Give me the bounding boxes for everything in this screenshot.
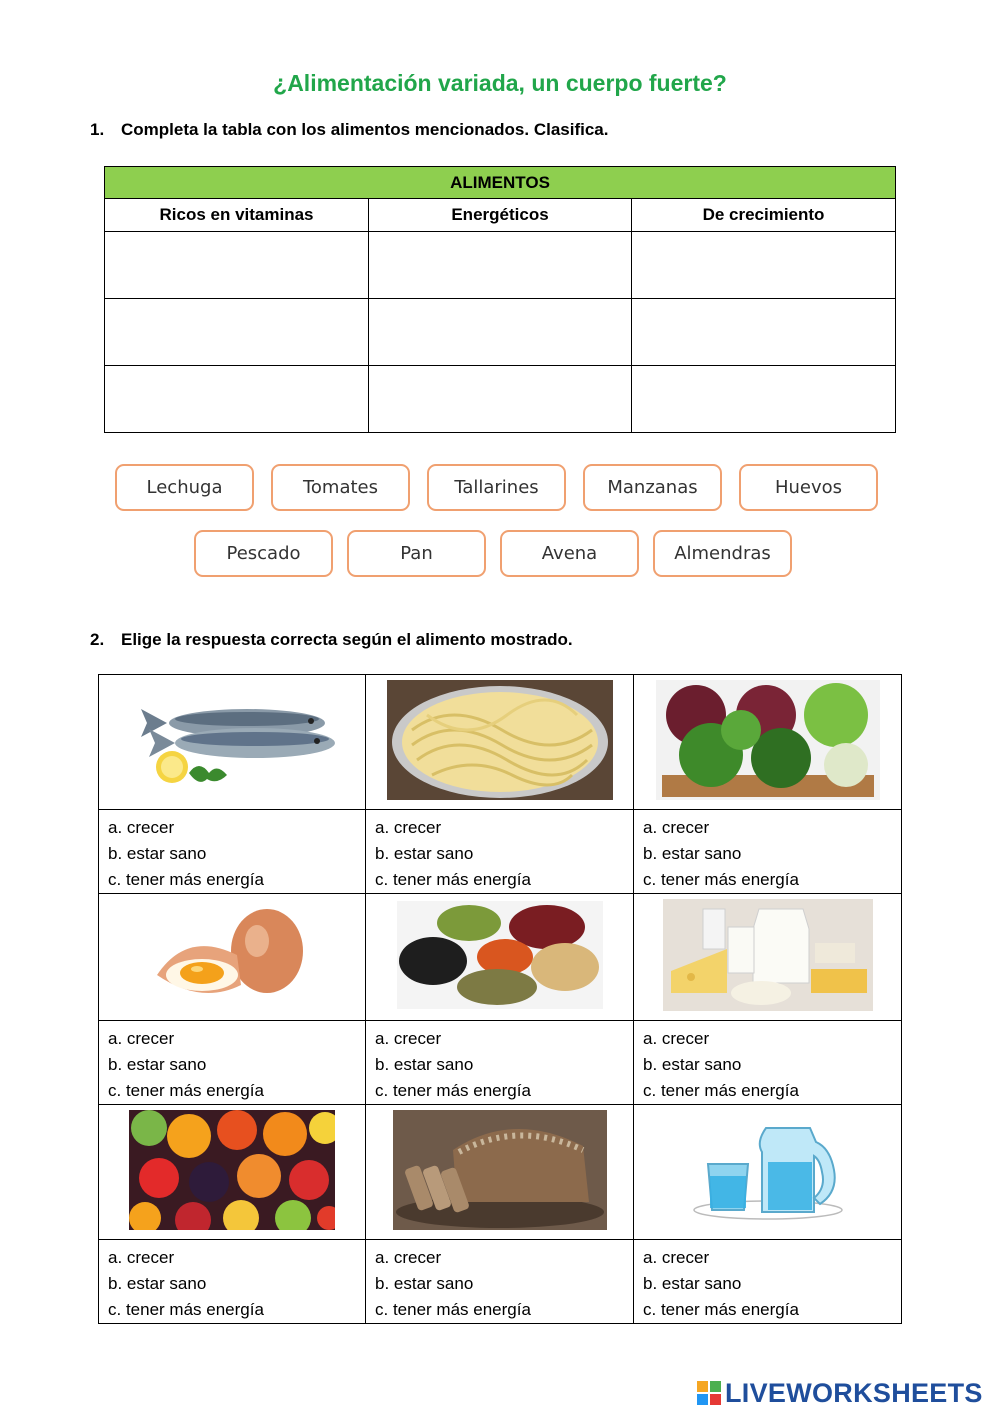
answer-option-a[interactable]: a. crecer [643,1029,710,1048]
answer-option-c[interactable]: c. tener más energía [375,870,531,889]
answer-option-c[interactable]: c. tener más energía [108,870,264,889]
answer-option-b[interactable]: b. estar sano [643,1274,742,1293]
column-header-vitaminas: Ricos en vitaminas [105,199,369,232]
classification-table [104,166,896,433]
word-chip-tomates[interactable]: Tomates [271,464,410,511]
word-chip-almendras[interactable]: Almendras [653,530,792,577]
answer-option-a[interactable]: a. crecer [643,1248,710,1267]
quiz-table [98,674,902,1324]
answer-option-b[interactable]: b. estar sano [375,1055,474,1074]
pasta-icon [387,680,613,800]
lettuce-icon [656,680,880,800]
question-2-number: 2. [90,630,105,649]
bread-icon [393,1110,607,1230]
table-header-alimentos: ALIMENTOS [105,167,896,199]
answer-option-b[interactable]: b. estar sano [643,844,742,863]
answer-option-a[interactable]: a. crecer [108,1248,175,1267]
food-image-cell [99,894,366,1021]
answer-option-b[interactable]: b. estar sano [108,844,207,863]
answer-option-b[interactable]: b. estar sano [108,1274,207,1293]
word-chip-lechuga[interactable]: Lechuga [115,464,254,511]
food-image-cell [634,894,902,1021]
food-image-cell [99,675,366,810]
answer-option-a[interactable]: a. crecer [108,818,175,837]
answer-option-c[interactable]: c. tener más energía [108,1081,264,1100]
answer-option-c[interactable]: c. tener más energía [643,1081,799,1100]
food-image-cell [366,1105,634,1240]
quiz-options-dairy [634,1021,902,1105]
quiz-options-pasta [366,810,634,894]
quiz-options-bread [366,1240,634,1324]
column-header-energeticos: Energéticos [369,199,632,232]
brand-text: LIVEWORKSHEETS [725,1377,983,1408]
legumes-icon [397,901,603,1009]
quiz-options-fruits [99,1240,366,1324]
drop-cell-vitaminas-1[interactable] [105,232,369,299]
quiz-options-eggs [99,1021,366,1105]
answer-option-b[interactable]: b. estar sano [643,1055,742,1074]
liveworksheets-logo-icon [697,1381,721,1405]
question-1-number: 1. [90,120,105,139]
drop-cell-vitaminas-3[interactable] [105,366,369,433]
word-chip-huevos[interactable]: Huevos [739,464,878,511]
food-image-cell [99,1105,366,1240]
quiz-options-lettuce [634,810,902,894]
food-image-cell [634,675,902,810]
drop-cell-energeticos-3[interactable] [369,366,632,433]
question-2-prompt [90,630,573,650]
drop-cell-crecimiento-1[interactable] [632,232,896,299]
word-chip-pescado[interactable]: Pescado [194,530,333,577]
page-title: ¿Alimentación variada, un cuerpo fuerte? [273,70,727,96]
answer-option-b[interactable]: b. estar sano [108,1055,207,1074]
answer-option-c[interactable]: c. tener más energía [643,870,799,889]
word-chip-manzanas[interactable]: Manzanas [583,464,722,511]
question-1-prompt [90,120,608,140]
drop-cell-crecimiento-2[interactable] [632,299,896,366]
fruits-icon [129,1110,335,1230]
answer-option-a[interactable]: a. crecer [108,1029,175,1048]
answer-option-b[interactable]: b. estar sano [375,844,474,863]
answer-option-c[interactable]: c. tener más energía [375,1300,531,1319]
drop-cell-vitaminas-2[interactable] [105,299,369,366]
food-image-cell [366,675,634,810]
question-2-text: Elige la respuesta correcta según el alimento mostrado. [121,630,573,649]
quiz-options-legumes [366,1021,634,1105]
quiz-options-fish [99,810,366,894]
liveworksheets-logo [697,1378,983,1408]
answer-option-a[interactable]: a. crecer [375,1248,442,1267]
answer-option-a[interactable]: a. crecer [375,818,442,837]
dairy-icon [663,899,873,1011]
column-header-crecimiento: De crecimiento [632,199,896,232]
drop-cell-energeticos-2[interactable] [369,299,632,366]
answer-option-c[interactable]: c. tener más energía [643,1300,799,1319]
drop-cell-energeticos-1[interactable] [369,232,632,299]
word-chip-tallarines[interactable]: Tallarines [427,464,566,511]
question-1-text: Completa la tabla con los alimentos mencionados. Clasifica. [121,120,609,139]
food-image-cell [366,894,634,1021]
answer-option-c[interactable]: c. tener más energía [108,1300,264,1319]
word-chip-pan[interactable]: Pan [347,530,486,577]
answer-option-c[interactable]: c. tener más energía [375,1081,531,1100]
fish-icon [127,685,337,795]
word-chip-avena[interactable]: Avena [500,530,639,577]
drop-cell-crecimiento-3[interactable] [632,366,896,433]
quiz-options-water [634,1240,902,1324]
eggs-icon [147,905,317,1005]
answer-option-b[interactable]: b. estar sano [375,1274,474,1293]
answer-option-a[interactable]: a. crecer [643,818,710,837]
answer-option-a[interactable]: a. crecer [375,1029,442,1048]
water-icon [688,1118,848,1222]
food-image-cell [634,1105,902,1240]
